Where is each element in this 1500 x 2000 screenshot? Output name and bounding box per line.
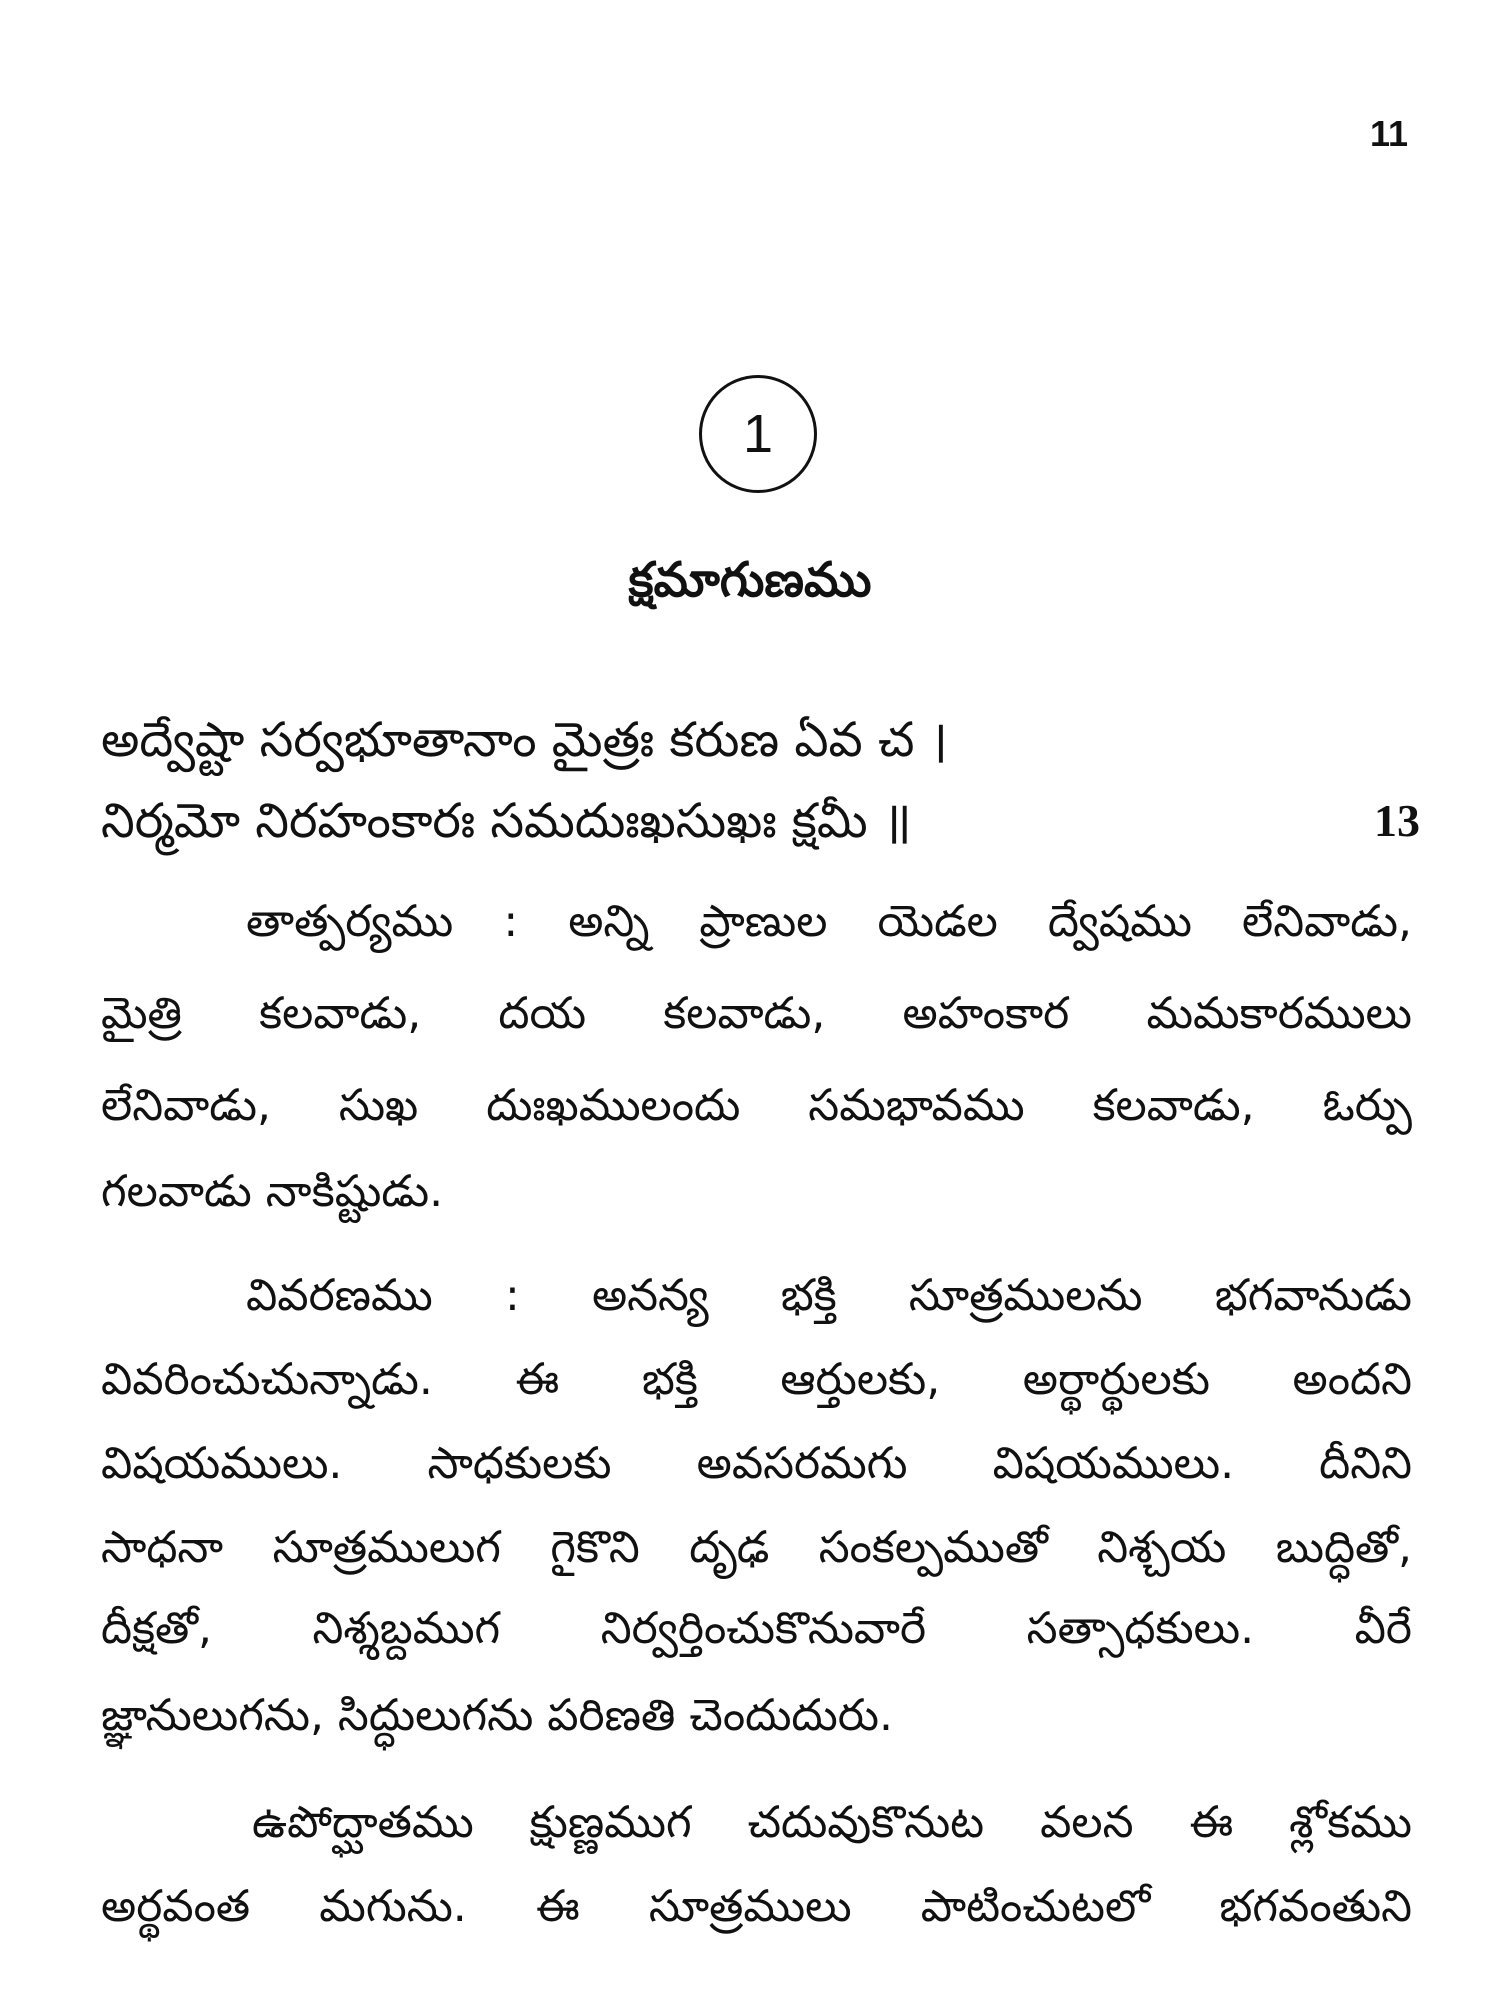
explanation-line: దీక్షతో, నిశ్శబ్దముగ నిర్వర్తించుకొనువారే సత్సాధకులు. వీరే bbox=[101, 1603, 1412, 1654]
explanation-line: సాధనా సూత్రములుగ గైకొని దృఢ సంకల్పముతో నిశ్చయ బుద్ధితో, bbox=[101, 1522, 1412, 1573]
meaning-line: మైత్రి కలవాడు, దయ కలవాడు, అహంకార మమకారములు bbox=[101, 988, 1412, 1039]
chapter-title: క్షమాగుణము bbox=[628, 552, 872, 608]
verse-number: 13 bbox=[1374, 795, 1420, 846]
verse-line-2: నిర్మమో నిరహంకారః సమదుఃఖసుఖః క్షమీ ॥ bbox=[101, 793, 912, 849]
chapter-number: 1 bbox=[742, 404, 774, 464]
explanation-line: విషయములు. సాధకులకు అవసరమగు విషయములు. దీనిని bbox=[101, 1438, 1412, 1489]
meaning-line: గలవాడు నాకిష్టుడు. bbox=[101, 1166, 444, 1217]
verse-line-1: అద్వేష్టా సర్వభూతానాం మైత్రః కరుణ ఏవ చ । bbox=[101, 712, 948, 768]
meaning-line: లేనివాడు, సుఖ దుఃఖములందు సమభావము కలవాడు, ఓర్పు bbox=[101, 1080, 1412, 1131]
explanation-line: వివరించుచున్నాడు. ఈ భక్తి ఆర్తులకు, అర్థార్థులకు అందని bbox=[101, 1354, 1412, 1405]
page-number: 11 bbox=[1369, 113, 1408, 154]
meaning-line: తాత్పర్యము : అన్ని ప్రాణుల యెడల ద్వేషము లేనివాడు, bbox=[246, 896, 1412, 947]
body-line: అర్థవంత మగును. ఈ సూత్రములు పాటించుటలో భగవంతుని bbox=[101, 1881, 1412, 1932]
explanation-line: వివరణము : అనన్య భక్తి సూత్రములను భగవానుడు bbox=[246, 1270, 1412, 1321]
explanation-line: జ్ఞానులుగను, సిద్ధులుగను పరిణతి చెందుదురు. bbox=[101, 1690, 894, 1741]
body-line: ఉపోద్ఘాతము క్షుణ్ణముగ చదువుకొనుట వలన ఈ శ్లోకము bbox=[252, 1797, 1412, 1848]
chapter-number-badge bbox=[699, 375, 817, 493]
